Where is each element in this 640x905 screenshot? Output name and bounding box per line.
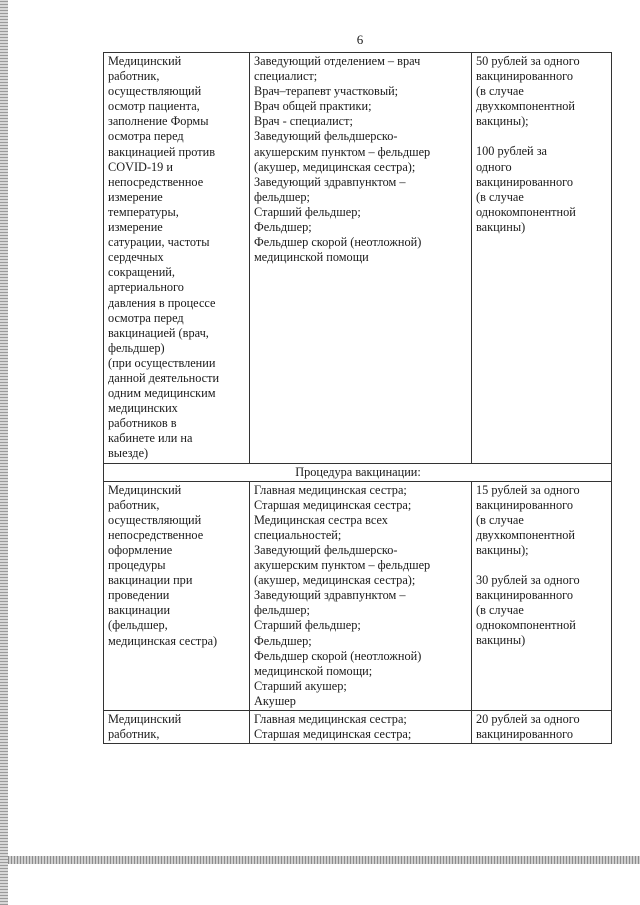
text-line: измерение	[108, 189, 163, 204]
positions-text	[254, 712, 468, 742]
section-row	[104, 463, 612, 481]
text-line: (акушер, медицинская сестра);	[254, 573, 416, 588]
text-line: Врач общей практики;	[254, 99, 372, 114]
text-line: Медицинская сестра всех	[254, 512, 388, 527]
text-line: 100 рублей за	[476, 144, 548, 159]
payment-cell	[472, 53, 612, 464]
text-line: Медицинский	[108, 482, 182, 497]
role-text	[108, 483, 246, 649]
table-row	[104, 711, 612, 744]
text-line: работник,	[108, 69, 160, 84]
text-line: фельдшер)	[108, 340, 165, 355]
text-line: работников в	[108, 416, 177, 431]
text-line: (акушер, медицинская сестра);	[254, 159, 416, 174]
text-line: одного	[476, 159, 512, 174]
text-line: (в случае	[476, 603, 524, 618]
text-line: одним медицинским	[108, 386, 216, 401]
text-line: вакцины)	[476, 633, 526, 648]
text-line: Фельдшер скорой (неотложной)	[254, 648, 422, 663]
table-row	[104, 53, 612, 464]
text-line: данной деятельности	[108, 370, 220, 385]
text-line: Старший фельдшер;	[254, 204, 361, 219]
section-title: Процедура вакцинации:	[104, 463, 612, 481]
text-line: Старший фельдшер;	[254, 618, 361, 633]
text-line: Заведующий здравпунктом –	[254, 588, 406, 603]
text-line: вакцины);	[476, 114, 529, 129]
text-line: Старшая медицинская сестра;	[254, 497, 412, 512]
role-cell	[104, 53, 250, 464]
text-line: работник,	[108, 727, 160, 742]
document-table	[103, 52, 612, 744]
role-cell	[104, 481, 250, 710]
text-line: температуры,	[108, 204, 179, 219]
text-line: измерение	[108, 220, 163, 235]
text-line: Старшая медицинская сестра;	[254, 727, 412, 742]
page-number: 6	[356, 32, 364, 47]
text-line: вакцинированного	[476, 588, 573, 603]
text-line: Фельдшер скорой (неотложной)	[254, 235, 422, 250]
text-line: вакцинированного	[476, 727, 573, 742]
payment-one-component	[476, 144, 608, 235]
positions-cell	[250, 53, 472, 464]
text-line: (в случае	[476, 189, 524, 204]
text-line: Врач - специалист;	[254, 114, 353, 129]
text-line: двухкомпонентной	[476, 99, 576, 114]
text-line: Главная медицинская сестра;	[254, 482, 407, 497]
scan-edge-bottom	[8, 856, 640, 864]
text-line: вакцинацией (врач,	[108, 325, 209, 340]
table-row	[104, 481, 612, 710]
text-line: однокомпонентной	[476, 204, 576, 219]
text-line: (в случае	[476, 84, 524, 99]
text-line: осмотр пациента,	[108, 99, 200, 114]
text-line: 15 рублей за одного	[476, 482, 580, 497]
text-line: Фельдшер;	[254, 633, 312, 648]
text-line: вакцины);	[476, 543, 529, 557]
text-line: медицинской помощи;	[254, 663, 373, 678]
text-line: специалист;	[254, 69, 318, 84]
text-line: Акушер	[254, 693, 296, 708]
payment-two-component	[476, 483, 608, 558]
text-line: Главная медицинская сестра;	[254, 712, 407, 727]
text-line: заполнение Формы	[108, 114, 209, 129]
text-line: Заведующий отделением – врач	[254, 54, 421, 68]
text-line: вакцинации	[108, 603, 171, 618]
text-line: медицинской помощи	[254, 250, 369, 265]
payment-two-component	[476, 54, 608, 129]
role-text	[108, 712, 246, 742]
text-line: вакцины)	[476, 219, 526, 234]
payment-cell	[472, 711, 612, 744]
text-line: осмотра перед	[108, 129, 184, 144]
text-line: выезде)	[108, 446, 149, 461]
role-text	[108, 54, 246, 462]
text-line: вакцинации при	[108, 573, 193, 588]
payment-one-component	[476, 573, 608, 648]
text-line: процедуры	[108, 558, 166, 573]
text-line: 50 рублей за одного	[476, 54, 580, 68]
text-line: сатурации, частоты	[108, 235, 210, 250]
text-line: фельдшер;	[254, 603, 310, 618]
text-line: Заведующий фельдшерско-	[254, 543, 398, 557]
text-line: оформление	[108, 543, 173, 557]
positions-text	[254, 483, 468, 709]
text-line: (при осуществлении	[108, 355, 216, 370]
payment-cell	[472, 481, 612, 710]
text-line: Заведующий здравпунктом –	[254, 174, 406, 189]
text-line: однокомпонентной	[476, 618, 576, 633]
positions-cell	[250, 711, 472, 744]
text-line: Медицинский	[108, 712, 182, 727]
text-line: сердечных	[108, 250, 164, 265]
text-line: осмотра перед	[108, 310, 184, 325]
text-line: артериального	[108, 280, 184, 295]
text-line: специальностей;	[254, 527, 342, 542]
scan-edge-left	[0, 0, 8, 905]
text-line: Медицинский	[108, 54, 182, 68]
text-line: Заведующий фельдшерско-	[254, 129, 398, 144]
role-cell	[104, 711, 250, 744]
text-line: вакцинацией против	[108, 144, 216, 159]
text-line: 30 рублей за одного	[476, 573, 580, 588]
text-line: Фельдшер;	[254, 220, 312, 235]
text-line: непосредственное	[108, 527, 204, 542]
text-line: акушерским пунктом – фельдшер	[254, 558, 431, 573]
text-line: фельдшер;	[254, 189, 310, 204]
text-line: (фельдшер,	[108, 618, 168, 633]
text-line: вакцинированного	[476, 497, 573, 512]
text-line: вакцинированного	[476, 174, 573, 189]
text-line: кабинете или на	[108, 431, 193, 446]
text-line: осуществляющий	[108, 84, 202, 99]
text-line: (в случае	[476, 512, 524, 527]
text-line: давления в процессе	[108, 295, 216, 310]
text-line: сокращений,	[108, 265, 175, 280]
text-line: работник,	[108, 497, 160, 512]
text-line: Старший акушер;	[254, 678, 347, 693]
payment-two-component	[476, 712, 608, 742]
text-line: двухкомпонентной	[476, 527, 576, 542]
text-line: осуществляющий	[108, 512, 202, 527]
text-line: вакцинированного	[476, 69, 573, 84]
text-line: акушерским пунктом – фельдшер	[254, 144, 431, 159]
text-line: 20 рублей за одного	[476, 712, 580, 727]
text-line: медицинская сестра)	[108, 633, 218, 648]
positions-text	[254, 54, 468, 265]
text-line: проведении	[108, 588, 170, 603]
text-line: Врач–терапевт участковый;	[254, 84, 399, 99]
text-line: непосредственное	[108, 174, 204, 189]
text-line: медицинских	[108, 401, 178, 416]
text-line: COVID-19 и	[108, 159, 173, 174]
positions-cell	[250, 481, 472, 710]
